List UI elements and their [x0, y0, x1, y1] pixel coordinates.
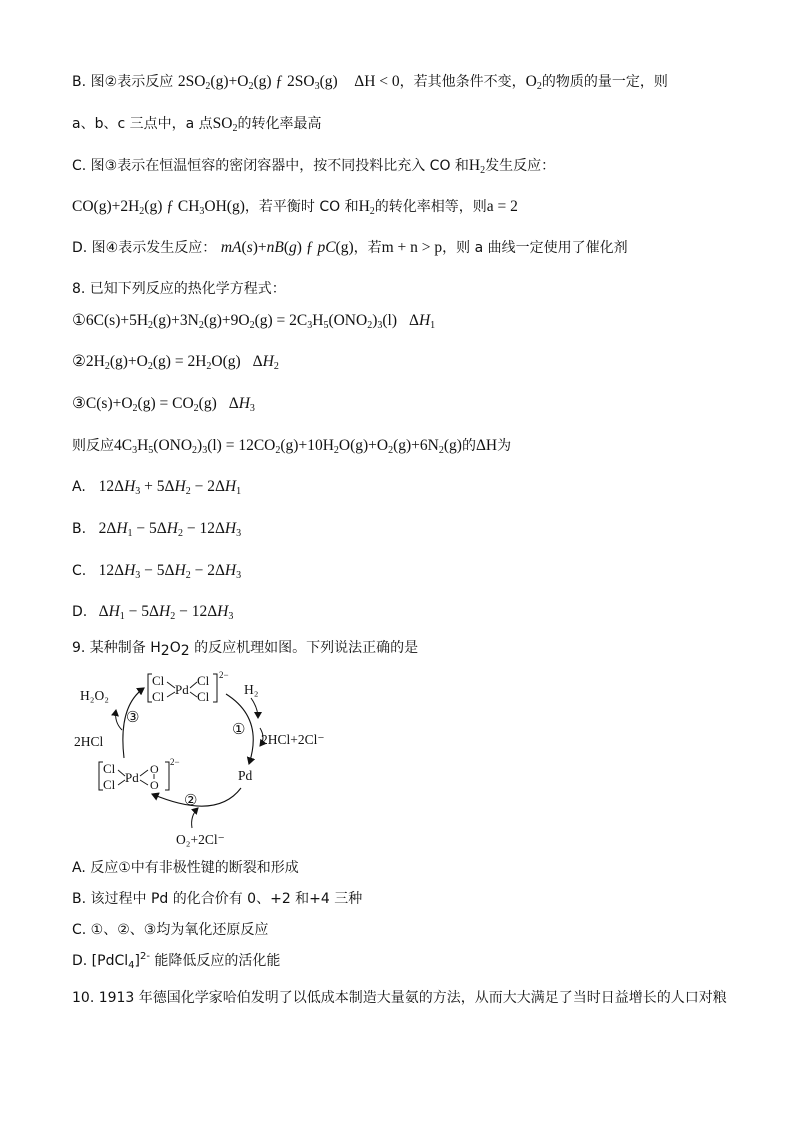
svg-text:Pd: Pd: [125, 770, 139, 785]
hcl-label: 2HCl: [74, 734, 104, 749]
svg-text:Cl: Cl: [197, 673, 210, 688]
pdcl2o2-complex: [99, 757, 180, 792]
o2-input-arrow: [192, 808, 198, 828]
q9-option-a[interactable]: A. 反应①中有非极性键的断裂和形成: [72, 860, 299, 876]
o2-cl-label: O₂+2Cl⁻: [176, 832, 225, 847]
q7-option-b-line2: a、b、c 三点中，a 点$SO_2$的转化率最高: [72, 115, 322, 134]
q8-option-c[interactable]: C. $12\Delta H_3 - 5\Delta H_2 - 2\Delta H_3$: [72, 562, 242, 581]
svg-text:2−: 2−: [219, 670, 229, 680]
h2-input-arrow: [251, 698, 258, 718]
svg-text:O: O: [150, 778, 159, 792]
svg-text:Cl: Cl: [103, 761, 116, 776]
svg-text:Cl: Cl: [152, 689, 165, 704]
step3-label: ③: [126, 710, 140, 726]
q7-option-b-line1: B. 图②表示反应 $2SO_2(g)+O_2(g)$ ƒ $2SO_3(g) \Delta H < 0$，若其他条件不变，$O_2$的物质的量一定，则: [72, 73, 668, 92]
svg-text:Cl: Cl: [152, 673, 165, 688]
q8-equation-1: $①6C(s)+5H_2(g)+3N_2(g)+9O_2(g) = 2C_3H_5(ONO_2)_3(l)$ $\Delta H_1$: [72, 312, 436, 331]
q8-equation-2: $②2H_2(g)+O_2(g) = 2H_2O(g)$ $\Delta H_2$: [72, 353, 279, 372]
q9-option-c[interactable]: C. ①、②、③均为氧化还原反应: [72, 922, 269, 938]
q10-stem: 10. 1913 年德国化学家哈伯发明了以低成本制造大量氨的方法，从而大大满足了当时日益增长的人口对粮: [72, 990, 727, 1006]
step1-label: ①: [232, 722, 246, 738]
q8-question: 则反应$4C_3H_5(ONO_2)_3(l) = 12CO_2(g)+10H_2O(g)+O_2(g)+6N_2(g)$的ΔH为: [72, 437, 512, 456]
q9-stem: 9. 某种制备 $H_2O_2$ 的反应机理如图。下列说法正确的是: [72, 640, 419, 659]
svg-text:O: O: [150, 762, 159, 776]
q7-option-c-line2: $CO(g)+2H_2(g)$ ƒ $CH_3OH(g)$，若平衡时 CO 和$H_2$的转化率相等，则a = 2: [72, 198, 518, 217]
h2o2-label: H₂O₂: [80, 688, 109, 703]
q8-option-d[interactable]: D. $\Delta H_1 - 5\Delta H_2 - 12\Delta H_3$: [72, 603, 234, 622]
h2o2-output-arrow: [116, 710, 122, 730]
q8-option-b[interactable]: B. $2\Delta H_1 - 5\Delta H_2 - 12\Delta H_3$: [72, 520, 242, 539]
q8-stem: 8. 已知下列反应的热化学方程式：: [72, 281, 286, 297]
pd-label: Pd: [238, 768, 253, 783]
svg-text:Pd: Pd: [175, 682, 189, 697]
h2-label: H₂: [244, 682, 259, 697]
svg-text:2−: 2−: [170, 757, 180, 767]
step2-label: ②: [184, 793, 198, 809]
pdcl4-complex: [148, 670, 229, 704]
q7-option-c-line1: C. 图③表示在恒温恒容的密闭容器中，按不同投料比充入 CO 和$H_2$发生反应：: [72, 157, 556, 176]
q9-option-d[interactable]: D. [PdCl$_4$]$^{2-}$ 能降低反应的活化能: [72, 951, 281, 971]
svg-text:Cl: Cl: [197, 689, 210, 704]
q7-option-d: D. 图④表示发生反应： mA(s)+nB(g) ƒ pC(g)，若m + n > p，则 a 曲线一定使用了催化剂: [72, 239, 628, 256]
q8-equation-3: $③C(s)+O_2(g) = CO_2(g)$ $\Delta H_3$: [72, 395, 255, 414]
hcl-cl-label: 2HCl+2Cl⁻: [261, 732, 325, 747]
q9-option-b[interactable]: B. 该过程中 Pd 的化合价有 0、+2 和+4 三种: [72, 891, 363, 907]
reaction-mechanism-diagram: [66, 666, 366, 852]
svg-text:Cl: Cl: [103, 777, 116, 792]
q8-option-a[interactable]: A. $12\Delta H_3 + 5\Delta H_2 - 2\Delta H_1$: [72, 478, 242, 497]
